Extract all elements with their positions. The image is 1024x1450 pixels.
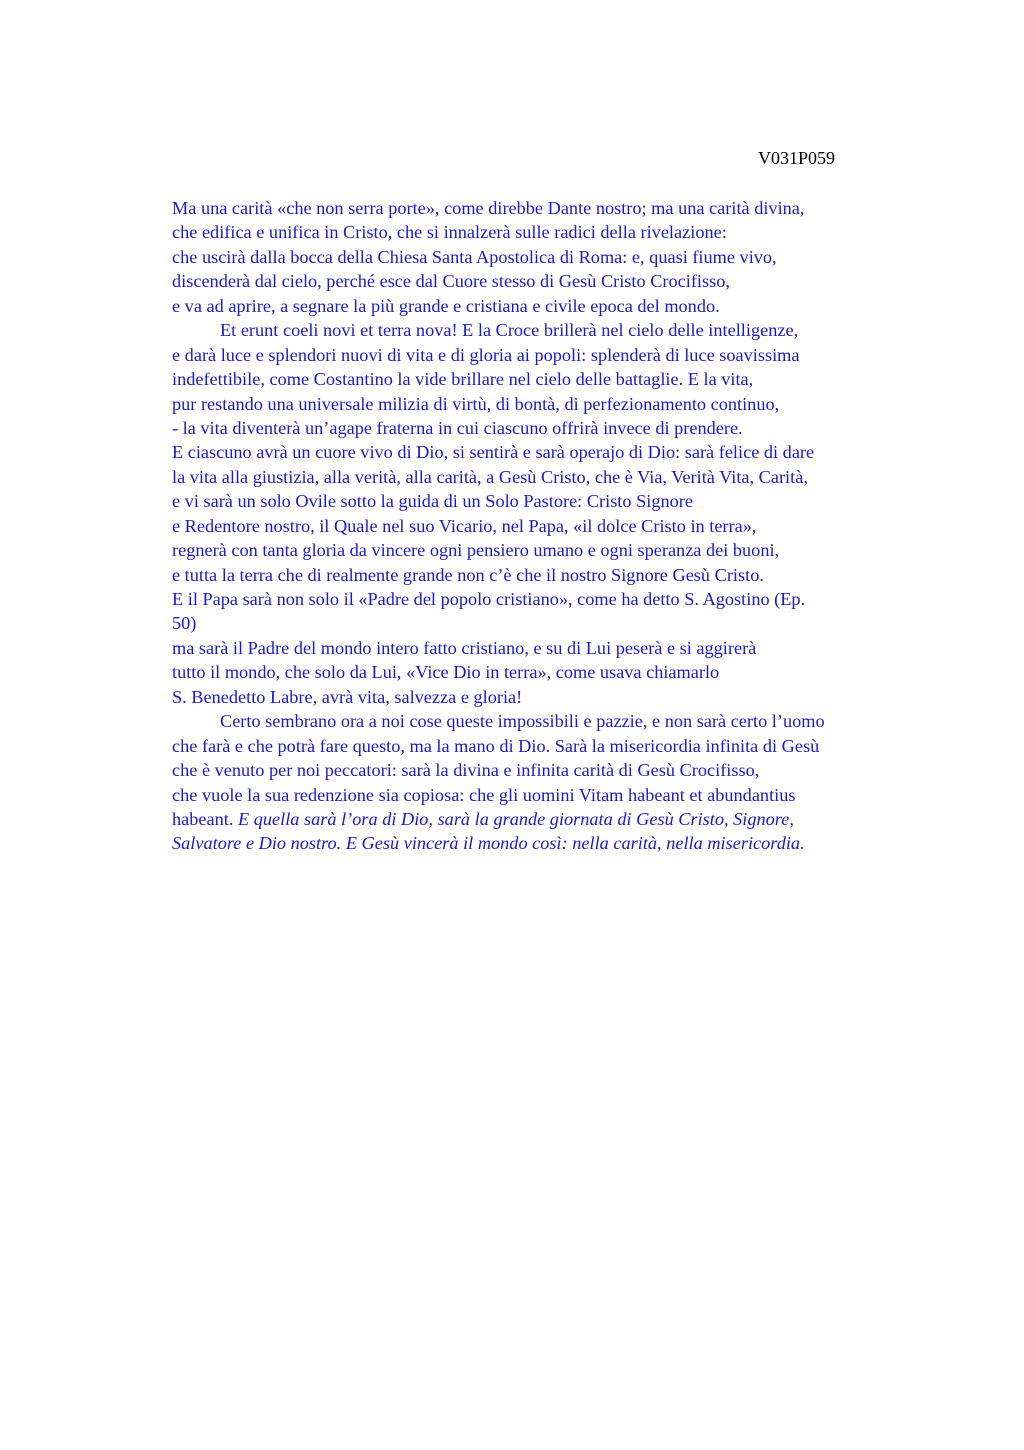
text-line: discenderà dal cielo, perché esce dal Cuore stesso di Gesù Cristo Crocifisso,: [172, 271, 730, 292]
text-line: E ciascuno avrà un cuore vivo di Dio, si sentirà e sarà operajo di Dio: sarà felice di dare: [172, 442, 815, 463]
text-line: e va ad aprire, a segnare la più grande e cristiana e civile epoca del mondo.: [172, 295, 720, 316]
text-line: pur restando una universale milizia di virtù, di bontà, di perfezionamento continuo,: [172, 393, 780, 414]
text-line: la vita alla giustizia, alla verità, alla carità, a Gesù Cristo, che è Via, Verità Vita, Carità,: [172, 466, 808, 487]
text-regular: habeant.: [172, 808, 234, 829]
text-line: Certo sembrano ora a noi cose queste impossibili e pazzie, e non sarà certo l’uomo: [220, 711, 825, 732]
text-line: e vi sarà un solo Ovile sotto la guida di un Solo Pastore: Cristo Signore: [172, 491, 693, 512]
text-line: E il Papa sarà non solo il «Padre del popolo cristiano», come ha detto S. Agostino (Ep.: [172, 589, 806, 609]
text-line: Ma una carità «che non serra porte», come direbbe Dante nostro; ma una carità divina,: [172, 198, 805, 218]
text-line-mixed: [172, 807, 912, 831]
text-line: 50): [172, 613, 197, 634]
text-line: che è venuto per noi peccatori: sarà la divina e infinita carità di Gesù Crocifisso,: [172, 760, 760, 781]
text-line: e tutta la terra che di realmente grande non c’è che il nostro Signore Gesù Cristo.: [172, 564, 764, 585]
text-line: e darà luce e splendori nuovi di vita e di gloria ai popoli: splenderà di luce soavissima: [172, 344, 800, 365]
text-line: regnerà con tanta gloria da vincere ogni pensiero umano e ogni speranza dei buoni,: [172, 540, 780, 561]
text-line: S. Benedetto Labre, avrà vita, salvezza e gloria!: [172, 686, 523, 707]
text-line: che farà e che potrà fare questo, ma la mano di Dio. Sarà la misericordia infinita di Gesù: [172, 735, 820, 756]
text-line: ma sarà il Padre del mondo intero fatto cristiano, e su di Lui peserà e si aggirerà: [172, 637, 757, 658]
text-line: che vuole la sua redenzione sia copiosa: che gli uomini Vitam habeant et abundantius: [172, 784, 796, 805]
text-line: tutto il mondo, che solo da Lui, «Vice Dio in terra», come usava chiamarlo: [172, 662, 720, 683]
page-identifier: V031P059: [758, 148, 836, 168]
text-line: - la vita diventerà un’agape fraterna in cui ciascuno offrirà invece di prendere.: [172, 417, 743, 438]
text-line: indefettibile, come Costantino la vide brillare nel cielo delle battaglie. E la vita,: [172, 369, 754, 390]
body-text: [172, 196, 912, 856]
text-italic: E quella sarà l’ora di Dio, sarà la grande giornata di Gesù Cristo, Signore,: [238, 808, 794, 829]
text-line-italic: Salvatore e Dio nostro. E Gesù vincerà il mondo così: nella carità, nella misericordia.: [172, 833, 805, 854]
text-line: Et erunt coeli novi et terra nova! E la Croce brillerà nel cielo delle intelligenze,: [220, 320, 799, 341]
text-line: che edifica e unifica in Cristo, che si innalzerà sulle radici della rivelazione:: [172, 222, 727, 243]
text-line: e Redentore nostro, il Quale nel suo Vicario, nel Papa, «il dolce Cristo in terra»,: [172, 515, 757, 536]
text-line: che uscirà dalla bocca della Chiesa Santa Apostolica di Roma: e, quasi fiume vivo,: [172, 246, 777, 267]
